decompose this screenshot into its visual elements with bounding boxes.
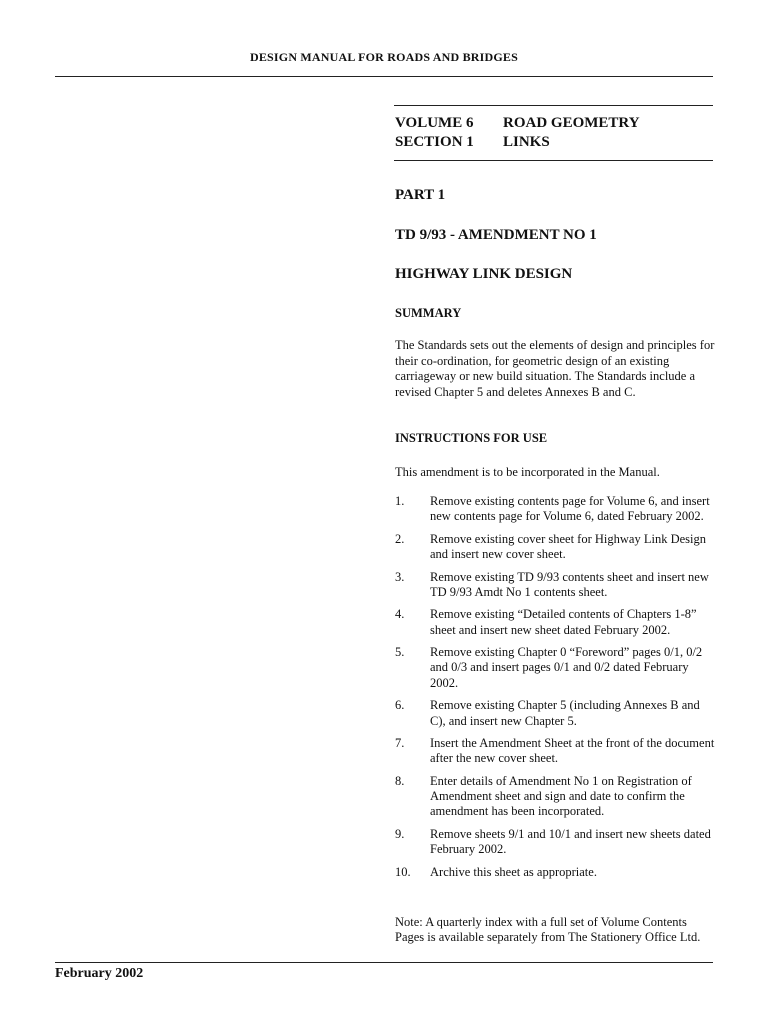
item-text: Remove existing cover sheet for Highway Link Design and insert new cover sheet. bbox=[430, 531, 706, 562]
volume-name: ROAD GEOMETRY bbox=[503, 115, 640, 131]
section-label: SECTION 1 bbox=[395, 134, 474, 150]
list-item bbox=[395, 570, 715, 601]
volume-label: VOLUME 6 bbox=[395, 115, 474, 131]
instructions-list bbox=[395, 494, 715, 887]
item-number: 3. bbox=[395, 569, 405, 584]
list-item bbox=[395, 827, 715, 858]
header-divider bbox=[55, 76, 713, 77]
item-text: Remove existing “Detailed contents of Chapters 1-8” sheet and insert new sheet dated February 2002. bbox=[430, 607, 697, 637]
list-item bbox=[395, 865, 715, 880]
note-text: Note: A quarterly index with a full set of Volume Contents Pages is available separately from The Stationery Office Ltd. bbox=[395, 915, 701, 945]
amendment-heading: TD 9/93 - AMENDMENT NO 1 bbox=[395, 227, 597, 243]
section-name: LINKS bbox=[503, 134, 550, 150]
item-number: 4. bbox=[395, 607, 405, 622]
item-number: 1. bbox=[395, 494, 405, 508]
item-text: Remove sheets 9/1 and 10/1 and insert new sheets dated February 2002. bbox=[430, 826, 711, 857]
volume-block-top-rule bbox=[394, 105, 713, 106]
item-text: Remove existing Chapter 5 (including Annexes B and C), and insert new Chapter 5. bbox=[430, 698, 700, 728]
item-number: 2. bbox=[395, 531, 405, 546]
list-item bbox=[395, 532, 715, 563]
item-number: 5. bbox=[395, 645, 405, 660]
list-item bbox=[395, 774, 715, 820]
item-number: 10. bbox=[395, 864, 411, 879]
item-text: Insert the Amendment Sheet at the front of the document after the new cover sheet. bbox=[430, 735, 715, 766]
list-item bbox=[395, 698, 715, 729]
manual-title: DESIGN MANUAL FOR ROADS AND BRIDGES bbox=[249, 50, 519, 64]
item-text: Enter details of Amendment No 1 on Registration of Amendment sheet and sign and date to confirm the amendment has been incorporated. bbox=[430, 773, 692, 819]
volume-row bbox=[395, 114, 640, 133]
list-item bbox=[395, 736, 715, 767]
footer-date: February 2002 bbox=[55, 966, 144, 981]
instructions-intro: This amendment is to be incorporated in the Manual. bbox=[395, 465, 660, 479]
item-text: Remove existing contents page for Volume 6, and insert new contents page for Volume 6, dated February 2002. bbox=[430, 494, 710, 524]
item-number: 9. bbox=[395, 826, 405, 841]
item-text: Remove existing Chapter 0 “Foreword” pages 0/1, 0/2 and 0/3 and insert pages 0/1 and 0/2 dated February 2002. bbox=[430, 645, 703, 690]
item-text: Archive this sheet as appropriate. bbox=[430, 864, 597, 879]
volume-section-block bbox=[395, 114, 640, 152]
volume-block-bottom-rule bbox=[394, 160, 713, 161]
section-row bbox=[395, 133, 640, 152]
list-item bbox=[395, 607, 715, 638]
document-title: HIGHWAY LINK DESIGN bbox=[395, 266, 573, 282]
part-heading: PART 1 bbox=[395, 187, 446, 203]
item-number: 7. bbox=[395, 735, 405, 750]
list-item bbox=[395, 494, 715, 525]
summary-text: The Standards sets out the elements of design and principles for their co-ordination, for geometric design of an existing carriageway or new build situation. The Standards include a revised Chapter 5 and deletes Annexes B and C. bbox=[395, 338, 715, 399]
list-item bbox=[395, 645, 715, 691]
item-number: 8. bbox=[395, 773, 405, 788]
summary-heading: SUMMARY bbox=[395, 306, 462, 320]
footer-divider bbox=[55, 962, 713, 963]
item-text: Remove existing TD 9/93 contents sheet and insert new TD 9/93 Amdt No 1 contents sheet. bbox=[430, 569, 709, 599]
instructions-heading: INSTRUCTIONS FOR USE bbox=[395, 431, 548, 445]
item-number: 6. bbox=[395, 698, 405, 713]
